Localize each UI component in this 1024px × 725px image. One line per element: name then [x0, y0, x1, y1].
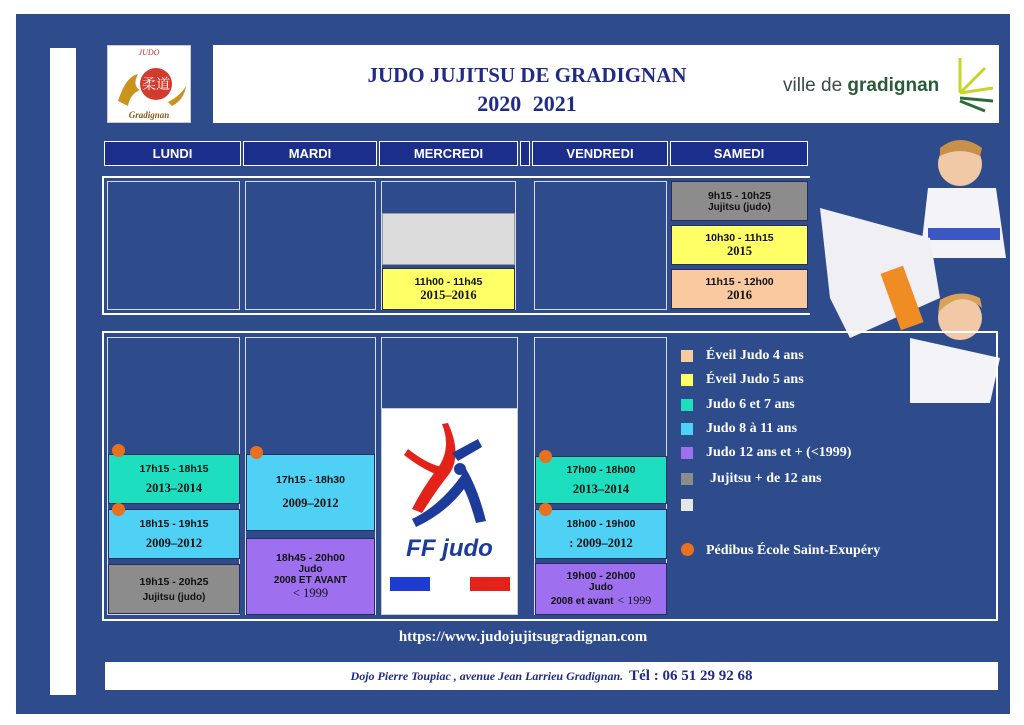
slot-sub1: 2008 ET AVANT	[273, 575, 348, 586]
morning-cell-mardi	[245, 181, 376, 310]
morning-cell-lundi	[107, 181, 240, 310]
schedule-slot	[535, 563, 667, 615]
slot-time: 19h15 - 20h25	[139, 575, 209, 588]
legend-label: Pédibus École Saint-Exupéry	[706, 543, 881, 558]
pedibus-dot	[539, 450, 552, 463]
legend-swatch	[681, 423, 693, 435]
website-link[interactable]: https://www.judojujitsugradignan.com	[398, 629, 648, 645]
left-strip	[50, 48, 76, 695]
slot-label: 2013–2014	[145, 480, 203, 495]
schedule-slot	[108, 509, 240, 559]
footer-address: Dojo Pierre Toupiac , avenue Jean Larrieu Gradignan.	[350, 668, 624, 683]
club-logo	[107, 45, 191, 123]
slot-label: 2016	[727, 287, 752, 302]
slot-sub1: 2008 et avant	[550, 596, 614, 607]
slot-time: 18h00 - 19h00	[566, 517, 636, 530]
schedule-slot	[671, 225, 808, 265]
slot-label: Judo	[589, 582, 613, 593]
slot-sub2: < 1999	[617, 593, 652, 607]
slot-time: 10h30 - 11h15	[705, 231, 774, 244]
slot-label: 2009–2012	[145, 535, 203, 550]
legend-swatch	[681, 499, 693, 511]
page-title: JUDO JUJITSU DE GRADIGNAN	[367, 63, 687, 87]
slot-label: 2015	[727, 243, 752, 258]
slot-time: 17h15 - 18h15	[139, 462, 209, 475]
footer-address-bar	[105, 662, 998, 690]
day-header-lundi: LUNDI	[104, 141, 241, 166]
slot-time: 11h15 - 12h00	[705, 275, 774, 288]
legend-pedibus-dot	[681, 543, 694, 556]
schedule-slot	[108, 564, 240, 614]
ffjudo-text: FF judo	[406, 535, 493, 562]
legend-swatch	[681, 399, 693, 411]
schedule-slot	[108, 454, 240, 504]
footer-phone: Tél : 06 51 29 92 68	[629, 667, 753, 684]
pedibus-dot	[250, 446, 263, 459]
lion-emblem-icon	[108, 56, 192, 116]
slot-time: 18h15 - 19h15	[139, 517, 209, 530]
day-header-gap	[520, 141, 530, 166]
slot-time: 17h00 - 18h00	[566, 463, 636, 476]
legend-swatch	[681, 473, 693, 485]
slot-time: 19h00 - 20h00	[566, 570, 636, 582]
pedibus-dot	[539, 503, 552, 516]
city-prefix: ville de	[783, 75, 848, 96]
season-label: 2020 2021	[477, 91, 577, 116]
day-header-mardi: MARDI	[243, 141, 377, 166]
legend-swatch	[681, 447, 693, 459]
slot-time: 9h15 - 10h25	[707, 189, 772, 202]
slot-label: 2009–2012	[282, 496, 339, 510]
header-banner	[213, 45, 999, 123]
legend-label: Judo 8 à 11 ans	[706, 421, 798, 436]
ffjudo-red-bar	[470, 577, 510, 591]
schedule-slot	[535, 456, 667, 504]
mercredi-gray-block	[382, 213, 515, 265]
slot-label: Judo	[298, 564, 323, 575]
slot-label: Jujitsu (judo)	[708, 201, 771, 213]
pedibus-dot	[112, 444, 125, 457]
city-logo-text	[783, 75, 939, 97]
slot-time: 11h00 - 11h45	[414, 275, 483, 288]
schedule-slot	[382, 268, 515, 310]
pedibus-dot	[112, 503, 125, 516]
morning-cell-vendredi	[534, 181, 667, 310]
slot-label: Jujitsu (judo)	[142, 591, 206, 603]
slot-label: : 2009–2012	[569, 535, 633, 550]
schedule-slot	[246, 454, 375, 531]
city-sunburst-icon	[955, 53, 995, 113]
legend-label: Éveil Judo 4 ans	[706, 348, 804, 363]
slot-sub-row	[551, 593, 652, 608]
ffjudo-logo	[381, 408, 518, 615]
legend-label: Jujitsu + de 12 ans	[710, 471, 822, 486]
day-header-mercredi: MERCREDI	[379, 141, 518, 166]
schedule-slot	[246, 538, 375, 615]
legend-label: Judo 12 ans et + (<1999)	[706, 445, 852, 460]
ffjudo-blue-bar	[390, 577, 430, 591]
legend-label: Éveil Judo 5 ans	[706, 372, 804, 387]
svg-text:柔道: 柔道	[142, 77, 170, 93]
day-header-samedi: SAMEDI	[670, 141, 808, 166]
club-logo-top-text: JUDO	[138, 48, 160, 57]
slot-sub2: < 1999	[292, 586, 329, 600]
slot-label: 2013–2014	[572, 481, 630, 496]
slot-label: 2015–2016	[420, 287, 477, 302]
schedule-slot	[535, 509, 667, 559]
slot-time: 17h15 - 18h30	[276, 474, 345, 486]
club-logo-bottom-text: Gradignan	[128, 110, 170, 120]
slot-time: 18h45 - 20h00	[276, 552, 345, 564]
ffjudo-figure-icon	[382, 409, 519, 539]
legend-swatch	[681, 350, 693, 362]
schedule-slot	[671, 269, 808, 309]
legend-label: Judo 6 et 7 ans	[706, 397, 795, 412]
day-header-vendredi: VENDREDI	[532, 141, 668, 166]
city-name: gradignan	[847, 75, 940, 96]
legend-swatch	[681, 374, 693, 386]
schedule-slot	[671, 181, 808, 221]
